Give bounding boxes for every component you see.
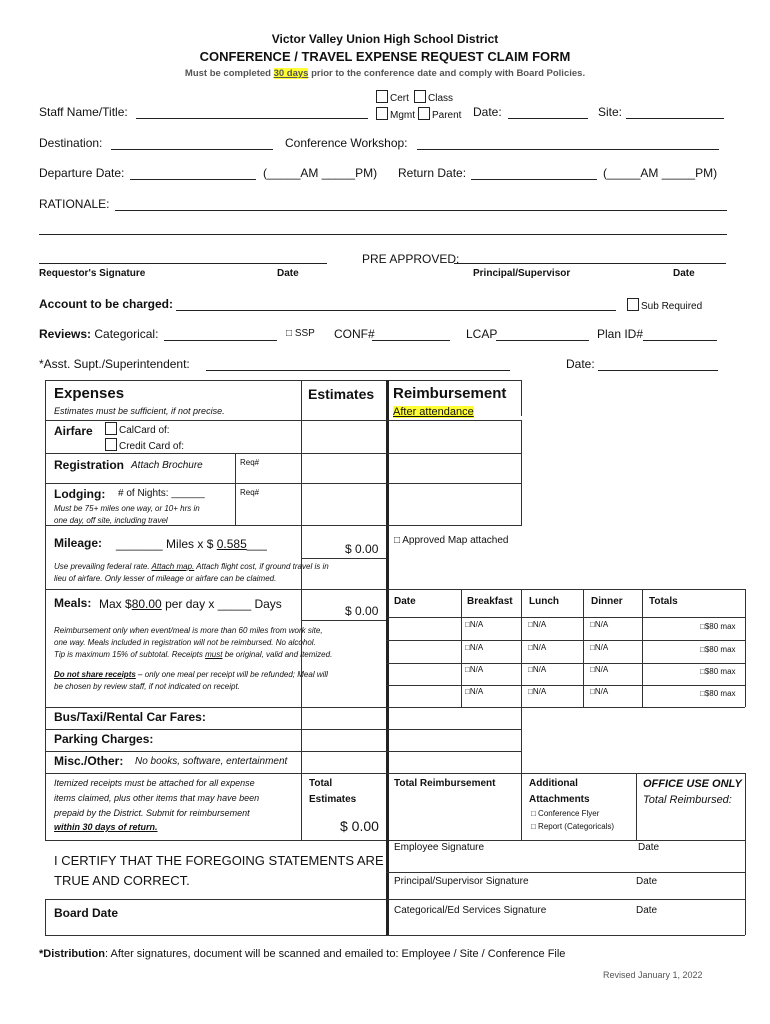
reviews-row: Reviews: Categorical: bbox=[39, 327, 159, 341]
distribution-note: *Distribution: After signatures, document will be scanned and emailed to: Employee / Site / Conference File bbox=[39, 948, 566, 960]
departure-ampm[interactable]: (_____AM _____PM) bbox=[263, 166, 378, 180]
meals-note-1: Reimbursement only when event/meal is more than 60 miles from work site, bbox=[54, 626, 323, 635]
principal-signature-label: Principal/Supervisor bbox=[473, 268, 571, 279]
asst-supt-label: *Asst. Supt./Superintendent: bbox=[39, 357, 190, 371]
meals-amount[interactable]: $ 0.00 bbox=[345, 604, 379, 618]
conf-field[interactable] bbox=[372, 340, 450, 341]
principal-date-label: Date bbox=[673, 268, 695, 279]
meal-dinner-na-checkbox[interactable]: □N/A bbox=[590, 665, 609, 674]
thirty-days-highlight: 30 days bbox=[273, 68, 309, 79]
asst-date-label: Date: bbox=[566, 357, 595, 371]
rationale-label: RATIONALE: bbox=[39, 197, 110, 211]
workshop-field[interactable] bbox=[417, 149, 719, 150]
lcap-label: LCAP bbox=[466, 327, 498, 341]
meal-max-checkbox[interactable]: □$80 max bbox=[700, 622, 736, 631]
meal-max-checkbox[interactable]: □$80 max bbox=[700, 689, 736, 698]
meal-breakfast-na-checkbox[interactable]: □N/A bbox=[465, 643, 484, 652]
destination-field[interactable] bbox=[111, 149, 273, 150]
meal-lunch-na-checkbox[interactable]: □N/A bbox=[528, 620, 547, 629]
meals-label: Meals: bbox=[54, 596, 92, 610]
workshop-label: Conference Workshop: bbox=[285, 136, 408, 150]
staff-name-field[interactable] bbox=[136, 118, 368, 119]
calcard-checkbox[interactable]: CalCard of: bbox=[105, 422, 170, 436]
itemized-note-2: items claimed, plus other items that may have been bbox=[54, 793, 260, 803]
lodging-req[interactable]: Req# bbox=[240, 488, 260, 497]
site-label: Site: bbox=[598, 105, 623, 119]
cert-checkbox[interactable]: Cert bbox=[376, 90, 409, 104]
form-title: CONFERENCE / TRAVEL EXPENSE REQUEST CLAIM FORM bbox=[199, 49, 571, 64]
certify-line-1: I CERTIFY THAT THE FOREGOING STATEMENTS ARE bbox=[54, 853, 384, 868]
meal-breakfast-na-checkbox[interactable]: □N/A bbox=[465, 687, 484, 696]
expenses-note: Estimates must be sufficient, if not precise. bbox=[54, 406, 225, 416]
nights-field[interactable]: # of Nights: ______ bbox=[118, 488, 205, 499]
mileage-rate[interactable]: _______ Miles x $ 0.585___ bbox=[116, 537, 267, 551]
return-field[interactable] bbox=[471, 179, 597, 180]
pre-approved-label: PRE APPROVED: bbox=[362, 252, 460, 266]
date-label: Date: bbox=[473, 105, 502, 119]
registration-req[interactable]: Req# bbox=[240, 458, 260, 467]
account-label: Account to be charged: bbox=[39, 297, 174, 311]
bus-label: Bus/Taxi/Rental Car Fares: bbox=[54, 710, 206, 724]
mileage-amount[interactable]: $ 0.00 bbox=[345, 542, 379, 556]
meals-rate[interactable]: Max $80.00 per day x _____ Days bbox=[99, 597, 282, 611]
lodging-note-1: Must be 75+ miles one way, or 10+ hrs in bbox=[54, 504, 200, 513]
plan-id-field[interactable] bbox=[643, 340, 717, 341]
principal-date-label-2: Date bbox=[636, 876, 658, 887]
revised-date: Revised January 1, 2022 bbox=[603, 970, 703, 980]
requestor-signature-label: Requestor's Signature bbox=[39, 268, 146, 279]
principal-signature-label-2: Principal/Supervisor Signature bbox=[394, 876, 529, 887]
itemized-note-3: prepaid by the District. Submit for reimbursement bbox=[54, 808, 250, 818]
categorical-field[interactable] bbox=[164, 340, 277, 341]
mgmt-checkbox[interactable]: Mgmt bbox=[376, 107, 415, 121]
meal-col-dinner: Dinner bbox=[591, 596, 623, 607]
form-subtitle: Must be completed 30 days prior to the conference date and comply with Board Policies. bbox=[184, 68, 586, 79]
approved-map-checkbox[interactable]: □ Approved Map attached bbox=[394, 535, 509, 546]
ssp-checkbox[interactable]: □ SSP bbox=[286, 328, 315, 339]
flyer-checkbox[interactable]: □ Conference Flyer bbox=[531, 809, 600, 818]
after-attendance: After attendance bbox=[393, 406, 474, 418]
categorical-signature-label: Categorical/Ed Services Signature bbox=[394, 905, 547, 916]
lcap-field[interactable] bbox=[496, 340, 589, 341]
expenses-header: Expenses bbox=[54, 385, 125, 402]
parent-checkbox[interactable]: Parent bbox=[418, 107, 461, 121]
board-date-label: Board Date bbox=[54, 906, 119, 920]
mileage-label: Mileage: bbox=[54, 536, 103, 550]
employee-date-label: Date bbox=[638, 842, 660, 853]
meal-dinner-na-checkbox[interactable]: □N/A bbox=[590, 643, 609, 652]
meal-max-checkbox[interactable]: □$80 max bbox=[700, 667, 736, 676]
creditcard-checkbox[interactable]: Credit Card of: bbox=[105, 438, 184, 452]
certify-line-2: TRUE AND CORRECT. bbox=[54, 873, 190, 888]
site-field[interactable] bbox=[626, 118, 724, 119]
rationale-field[interactable] bbox=[115, 210, 727, 211]
reimbursement-header: Reimbursement bbox=[393, 385, 507, 402]
meal-dinner-na-checkbox[interactable]: □N/A bbox=[590, 687, 609, 696]
meals-note-3: Tip is maximum 15% of subtotal. Receipts must be original, valid and itemized. bbox=[54, 650, 333, 659]
meal-col-breakfast: Breakfast bbox=[467, 596, 513, 607]
plan-id-label: Plan ID# bbox=[597, 327, 644, 341]
report-checkbox[interactable]: □ Report (Categoricals) bbox=[531, 822, 615, 831]
requestor-date-label: Date bbox=[277, 268, 299, 279]
meal-lunch-na-checkbox[interactable]: □N/A bbox=[528, 687, 547, 696]
categorical-date-label: Date bbox=[636, 905, 658, 916]
meal-dinner-na-checkbox[interactable]: □N/A bbox=[590, 620, 609, 629]
return-label: Return Date: bbox=[398, 166, 467, 180]
total-reimbursed-label: Total Reimbursed: bbox=[643, 794, 732, 806]
meal-breakfast-na-checkbox[interactable]: □N/A bbox=[465, 665, 484, 674]
office-use-label: OFFICE USE ONLY bbox=[643, 778, 742, 790]
meal-breakfast-na-checkbox[interactable]: □N/A bbox=[465, 620, 484, 629]
destination-label: Destination: bbox=[39, 136, 103, 150]
airfare-label: Airfare bbox=[54, 424, 93, 438]
return-ampm[interactable]: (_____AM _____PM) bbox=[603, 166, 718, 180]
rationale-field-2[interactable] bbox=[39, 234, 727, 235]
departure-label: Departure Date: bbox=[39, 166, 125, 180]
requestor-signature-field[interactable] bbox=[39, 263, 327, 264]
principal-signature-field[interactable] bbox=[454, 263, 726, 264]
additional-label: Additional bbox=[529, 778, 578, 789]
sub-required-checkbox[interactable]: Sub Required bbox=[627, 298, 702, 312]
meal-max-checkbox[interactable]: □$80 max bbox=[700, 645, 736, 654]
misc-note: No books, software, entertainment bbox=[135, 756, 288, 767]
date-field[interactable] bbox=[508, 118, 588, 119]
asst-date-field[interactable] bbox=[598, 370, 718, 371]
total-reimbursement-label: Total Reimbursement bbox=[394, 778, 496, 789]
employee-signature-label: Employee Signature bbox=[394, 842, 485, 853]
departure-field[interactable] bbox=[130, 179, 256, 180]
lodging-label: Lodging: bbox=[54, 487, 106, 501]
total-amount[interactable]: $ 0.00 bbox=[340, 818, 379, 834]
mileage-note-2: lieu of airfare. Only lesser of mileage or airfare can be claimed. bbox=[54, 574, 277, 583]
lodging-note-2: one day, off site, including travel bbox=[54, 516, 168, 525]
total-estimates-label: Estimates bbox=[309, 794, 357, 805]
parking-label: Parking Charges: bbox=[54, 732, 154, 746]
mileage-note-1: Use prevailing federal rate. Attach map. Attach flight cost, if ground travel is in bbox=[54, 562, 329, 571]
attachments-label: Attachments bbox=[529, 794, 590, 805]
meal-lunch-na-checkbox[interactable]: □N/A bbox=[528, 665, 547, 674]
itemized-note-4: within 30 days of return. bbox=[54, 822, 158, 832]
misc-label: Misc./Other: bbox=[54, 754, 124, 768]
district-name: Victor Valley Union High School District bbox=[271, 32, 499, 46]
class-checkbox[interactable]: Class bbox=[414, 90, 453, 104]
staff-name-label: Staff Name/Title: bbox=[39, 105, 128, 119]
total-label: Total bbox=[309, 778, 333, 789]
estimates-header: Estimates bbox=[308, 386, 375, 402]
meal-col-date: Date bbox=[394, 596, 416, 607]
asst-supt-field[interactable] bbox=[206, 370, 510, 371]
share-note-2: be chosen by review staff, if not indicated on receipt. bbox=[54, 682, 240, 691]
meal-lunch-na-checkbox[interactable]: □N/A bbox=[528, 643, 547, 652]
meal-col-lunch: Lunch bbox=[529, 596, 559, 607]
meals-note-2: one way. Meals included in registration will not be reimbursed. No alcohol. bbox=[54, 638, 316, 647]
conf-label: CONF# bbox=[334, 327, 375, 341]
attach-brochure-note: Attach Brochure bbox=[131, 460, 203, 471]
itemized-note-1: Itemized receipts must be attached for all expense bbox=[54, 778, 255, 788]
share-note-1: Do not share receipts – only one meal per receipt will be refunded; Meal will bbox=[54, 670, 328, 679]
registration-label: Registration bbox=[54, 458, 125, 472]
account-field[interactable] bbox=[176, 310, 616, 311]
meal-col-totals: Totals bbox=[649, 596, 678, 607]
